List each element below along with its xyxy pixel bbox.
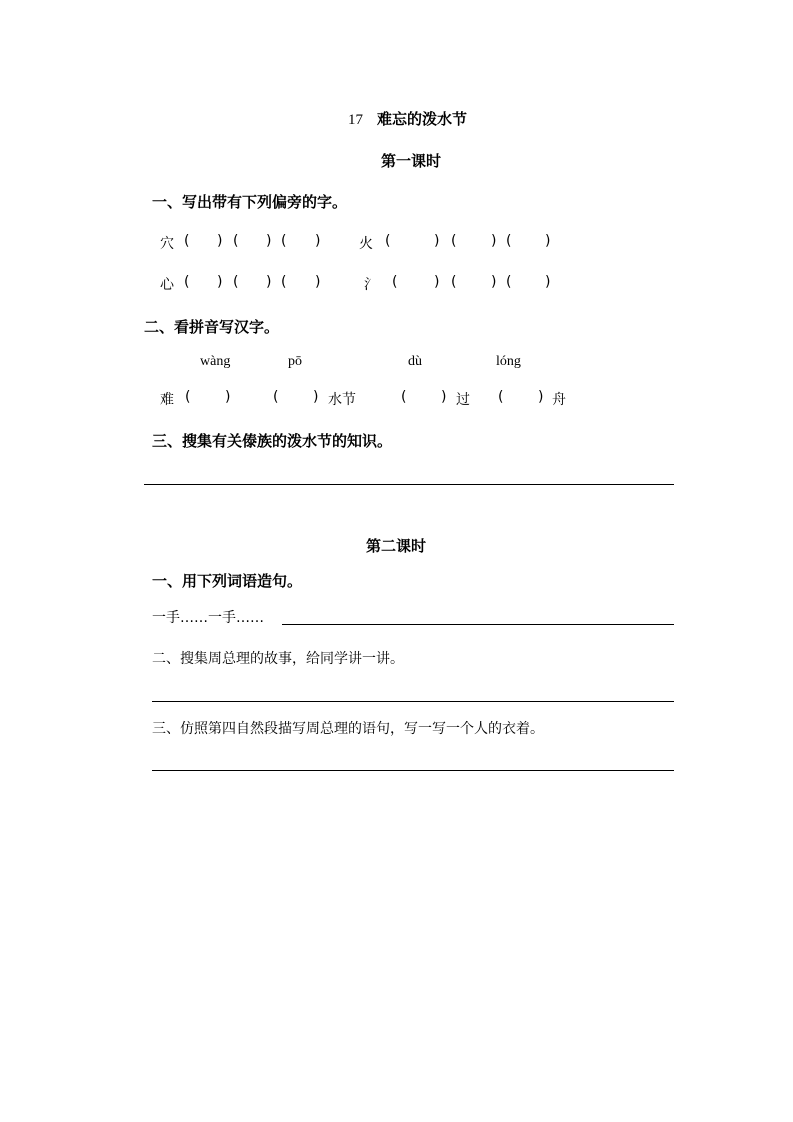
answer-blank[interactable] [241, 233, 263, 249]
open-paren: ( [281, 233, 287, 249]
l2-section2-label: 二、搜集周总理的故事，给同学讲一讲。 [152, 651, 404, 667]
l1-section2-label: 二、看拼音写汉字。 [144, 318, 280, 336]
answer-blank[interactable] [289, 274, 311, 290]
open-paren: ( [506, 233, 512, 249]
answer-blank[interactable] [193, 389, 223, 405]
answer-blank[interactable] [514, 233, 544, 249]
answer-line-dai-festival[interactable] [144, 484, 674, 485]
word-suffix: 过 [456, 392, 470, 408]
word-prefix: 难 [160, 392, 174, 408]
pinyin-3: dù [408, 354, 422, 369]
close-paren: ) [315, 233, 321, 249]
open-paren: ( [451, 274, 457, 290]
radical-char: 穴 [160, 236, 174, 252]
open-paren: ( [184, 233, 190, 249]
open-paren: ( [498, 389, 504, 405]
word-suffix: 水节 [328, 392, 356, 408]
open-paren: ( [273, 389, 279, 405]
open-paren: ( [392, 274, 398, 290]
lesson-title: 难忘的泼水节 [377, 110, 468, 128]
answer-blank[interactable] [459, 274, 489, 290]
sentence-prompt: 一手……一手…… [152, 610, 264, 626]
close-paren: ) [545, 274, 551, 290]
answer-blank[interactable] [506, 389, 536, 405]
close-paren: ) [434, 233, 440, 249]
lesson2-heading: 第二课时 [366, 537, 427, 555]
answer-blank[interactable] [192, 274, 214, 290]
answer-line-sentence[interactable] [282, 624, 674, 625]
radical-char: 氵 [364, 277, 378, 293]
pinyin-2: pō [288, 354, 302, 369]
page-title [348, 108, 467, 129]
close-paren: ) [266, 233, 272, 249]
open-paren: ( [506, 274, 512, 290]
answer-blank[interactable] [241, 274, 263, 290]
answer-blank[interactable] [289, 233, 311, 249]
open-paren: ( [185, 389, 191, 405]
close-paren: ) [545, 233, 551, 249]
l1-section1-label: 一、写出带有下列偏旁的字。 [152, 193, 348, 211]
word-suffix: 舟 [552, 392, 566, 408]
l2-section1-label: 一、用下列词语造句。 [152, 572, 303, 590]
lesson1-heading: 第一课时 [381, 152, 442, 170]
close-paren: ) [315, 274, 321, 290]
open-paren: ( [233, 233, 239, 249]
l1-section3-label: 三、搜集有关傣族的泼水节的知识。 [152, 432, 393, 450]
radical-char: 火 [359, 236, 373, 252]
close-paren: ) [491, 233, 497, 249]
close-paren: ) [441, 389, 447, 405]
open-paren: ( [233, 274, 239, 290]
open-paren: ( [385, 233, 391, 249]
radical-char: 心 [160, 277, 174, 293]
close-paren: ) [217, 233, 223, 249]
close-paren: ) [266, 274, 272, 290]
lesson-number: 17 [348, 112, 363, 128]
answer-blank[interactable] [393, 233, 431, 249]
answer-line-story[interactable] [152, 701, 674, 702]
answer-blank[interactable] [514, 274, 544, 290]
open-paren: ( [184, 274, 190, 290]
close-paren: ) [313, 389, 319, 405]
answer-blank[interactable] [281, 389, 311, 405]
close-paren: ) [491, 274, 497, 290]
close-paren: ) [434, 274, 440, 290]
answer-blank[interactable] [459, 233, 489, 249]
open-paren: ( [401, 389, 407, 405]
answer-blank[interactable] [409, 389, 439, 405]
l2-section3-label: 三、仿照第四自然段描写周总理的语句，写一写一个人的衣着。 [152, 721, 544, 737]
pinyin-1: wàng [200, 354, 231, 369]
close-paren: ) [225, 389, 231, 405]
pinyin-4: lóng [496, 354, 521, 369]
open-paren: ( [281, 274, 287, 290]
close-paren: ) [217, 274, 223, 290]
answer-line-clothing[interactable] [152, 770, 674, 771]
answer-blank[interactable] [192, 233, 214, 249]
answer-blank[interactable] [400, 274, 431, 290]
close-paren: ) [538, 389, 544, 405]
open-paren: ( [451, 233, 457, 249]
